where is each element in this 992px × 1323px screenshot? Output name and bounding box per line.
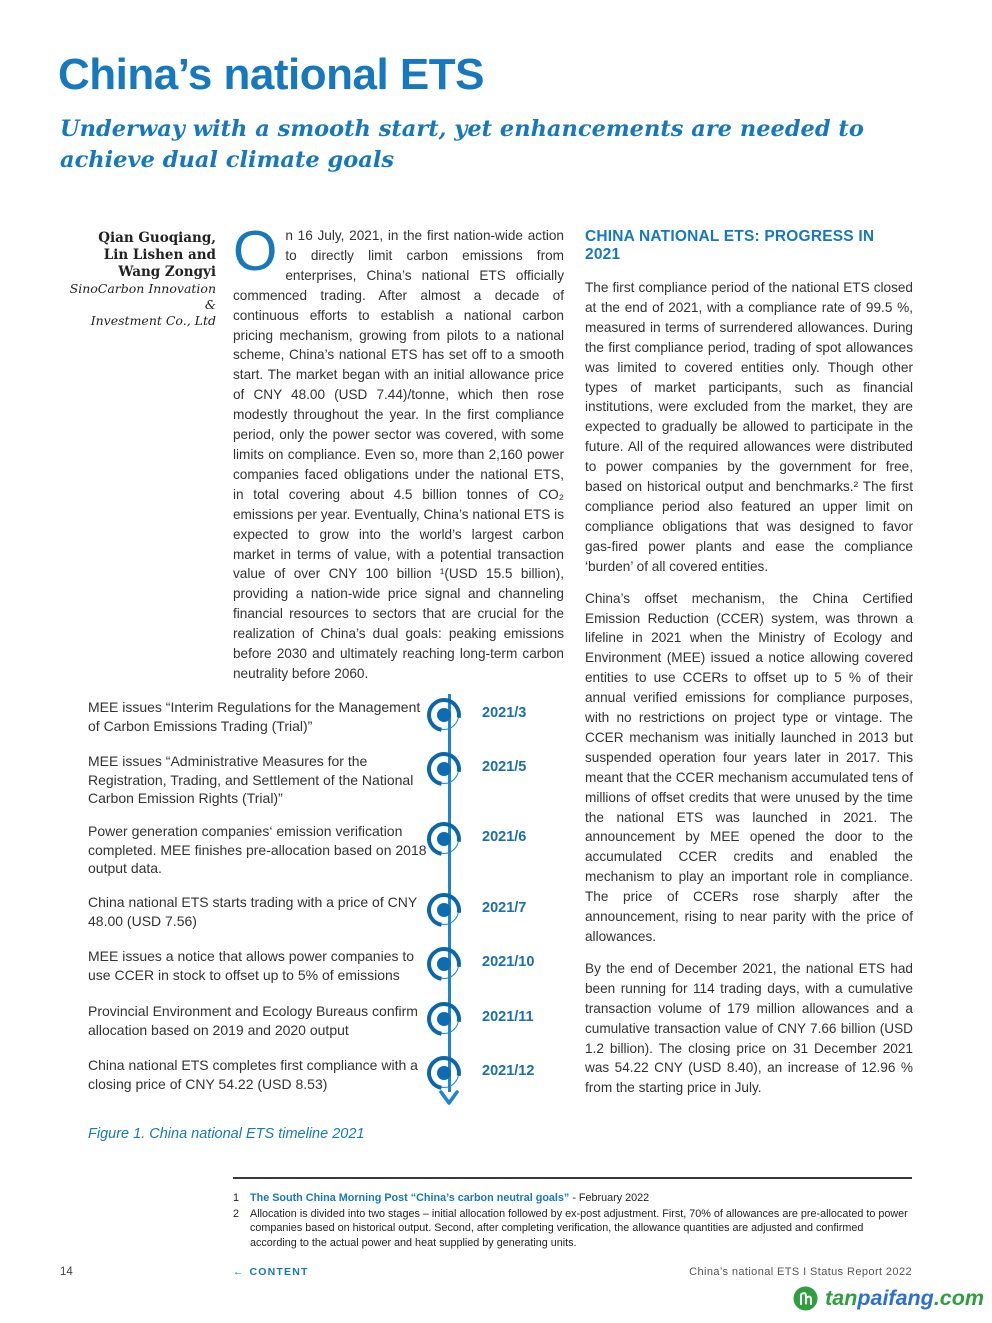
timeline-item-date: 2021/6 [482,829,527,845]
report-footer-title: China’s national ETS I Status Report 2022 [689,1266,912,1278]
drop-cap: O [233,219,278,283]
timeline-item-label: Provincial Environment and Ecology Bureaus confirm allocation based on 2019 and 2020 output [88,1003,418,1038]
timeline-item-date: 2021/12 [482,1063,535,1079]
footnote-text: Allocation is divided into two stages – initial allocation followed by ex-post adjustment. First, 70% of allowances are pre-allocated to power companies based on historical output. Second, after completing verification, the allowance quantities are adjusted and confirmed according to the actual power and heat supplied by generating units. [250,1207,908,1249]
timeline-item-label: MEE issues a notice that allows power companies to use CCER in stock to offset up to 5% of emissions [88,948,415,983]
footnote-suffix: - February 2022 [569,1192,650,1204]
page-title: China’s national ETS [58,50,484,99]
ets-timeline [88,688,568,1128]
page-subtitle: Underway with a smooth start, yet enhancements are needed to achieve dual climate goals [60,116,864,173]
intro-paragraph [233,219,564,684]
timeline-item [88,893,568,930]
timeline-item [88,947,568,984]
timeline-item [88,822,568,878]
footnote-text [250,1191,912,1206]
watermark-text: tanpaifang.com [825,1286,984,1310]
timeline-node-icon [429,895,459,925]
timeline-item-label: China national ETS completes first compliance with a closing price of CNY 54.22 (USD 8.53) [88,1057,418,1092]
author-name: Qian Guoqiang, [98,230,216,246]
left-arrow-icon: ← [233,1266,244,1278]
timeline-item-date: 2021/5 [482,759,527,775]
timeline-item-date: 2021/10 [482,954,535,970]
timeline-item-date: 2021/11 [482,1009,534,1025]
timeline-node-icon [429,754,459,784]
timeline-item-label: China national ETS starts trading with a price of CNY 48.00 (USD 7.56) [88,894,417,929]
timeline-node-icon [429,949,459,979]
timeline-item-label: MEE issues “Administrative Measures for the Registration, Trading, and Settlement of the National Carbon Emission Rights (Trial)” [88,753,414,806]
page-number: 14 [60,1266,73,1278]
footnote-number: 2 [233,1207,240,1220]
tanpaifang-watermark [793,1286,984,1311]
timeline-item-date: 2021/3 [482,705,527,721]
content-nav-link[interactable] [233,1266,309,1278]
footnote-source-link[interactable]: The South China Morning Post “China’s carbon neutral goals” [250,1192,570,1204]
intro-text: n 16 July, 2021, in the first nation-wide action to directly limit carbon emissions from enterprises, China’s national ETS officially commenced trading. After almost a decade of continuous efforts to establish a national carbon pricing mechanism, growing from pilots to a national scheme, China’s national ETS has set off to a smooth start. The market began with an initial allowance price of CNY 48.00 (USD 7.44)/tonne, which then rose modestly throughout the year. In the first compliance period, only the power sector was covered, with some limits on compliance. Even so, more than 2,160 power companies faced obligations under the national ETS, in total covering about 4.5 billion tonnes of CO₂ emissions per year. Eventually, China’s national ETS is expected to grow into the world’s largest carbon market in terms of value, with a potential transaction value of over CNY 100 billion ¹(USD 15.5 billion), providing a nation-wide price signal and channeling financial resources to sectors that are crucial for the realization of China’s dual goals: peaking emissions before 2030 and ultimately reaching long-term carbon neutrality before 2060. [233,228,564,681]
timeline-item-label: MEE issues “Interim Regulations for the Management of Carbon Emissions Trading (Trial)” [88,699,421,734]
timeline-item [88,698,568,735]
intro-column [233,219,564,684]
timeline-item [88,1002,568,1039]
footnote-number: 1 [233,1192,240,1204]
author-name: Lin Lishen and [103,247,216,263]
author-affiliation: Investment Co., Ltd [90,313,216,328]
timeline-node-icon [429,824,459,854]
author-name: Wang Zongyi [118,264,216,280]
progress-paragraph-3: By the end of December 2021, the national ETS had been running for 114 trading days, with a cumulative transaction volume of 179 million allowances and a cumulative transaction value of CNY 7.66 billion (USD 1.2 billion). The closing price on 31 December 2021 was 54.22 CNY (USD 8.40), an increase of 12.96 % from the starting price in July. [585,960,913,1096]
footnotes [233,1191,912,1251]
tanpaifang-logo-icon [793,1286,818,1311]
section-heading: CHINA NATIONAL ETS: PROGRESS IN 2021 [585,228,875,263]
content-nav-label: CONTENT [249,1266,309,1278]
timeline-item-date: 2021/7 [482,900,527,916]
timeline-node-icon [429,1004,459,1034]
footnote-2 [233,1207,912,1251]
progress-paragraph-1: The first compliance period of the national ETS closed at the end of 2021, with a compliance rate of 99.5 %, measured in terms of surrendered allowances. During the first compliance period, trading of spot allowances was limited to covered entities only. Though other types of market participants, such as financial institutions, were excluded from the market, they are expected to gradually be allowed to participate in the future. All of the required allowances were distributed to power companies by the government for free, based on historical output and benchmarks.² The first compliance period also featured an upper limit on compliance obligations that was designed to favor gas-fired power plants and ease the compliance ‘burden’ of all covered entities. [585,280,913,574]
progress-column [585,226,913,1110]
timeline-item-label: Power generation companies‘ emission verification completed. MEE finishes pre-allocation based on 2018 output data. [88,823,427,876]
progress-paragraph-2: China’s offset mechanism, the China Certified Emission Reduction (CCER) system, was thrown a lifeline in 2021 when the Ministry of Ecology and Environment (MEE) issued a notice allowing covered entities to use CCERs to offset up to 5 % of their annual verified emissions for compliance purposes, with no restrictions on project type or vintage. The CCER mechanism was initially launched in 2013 but suspended operation four years later in 2017. This meant that the CCER mechanism accumulated tens of millions of offset credits that were unused by the time the national ETS was launched in 2021. The announcement by MEE opened the door to the accumulated CCER credits and enabled the mechanism to play an important role in compliance. The price of CCERs rose sharply after the announcement, rising to near parity with the price of allowances. [585,590,913,944]
footnote-divider [233,1177,912,1179]
author-affiliation: SinoCarbon Innovation & [69,281,216,312]
footnote-1 [233,1191,912,1206]
timeline-node-icon [429,700,459,730]
author-block [66,230,216,329]
timeline-item [88,752,568,808]
timeline-node-icon [429,1058,459,1088]
figure-caption: Figure 1. China national ETS timeline 2021 [88,1126,365,1142]
timeline-item [88,1056,568,1093]
